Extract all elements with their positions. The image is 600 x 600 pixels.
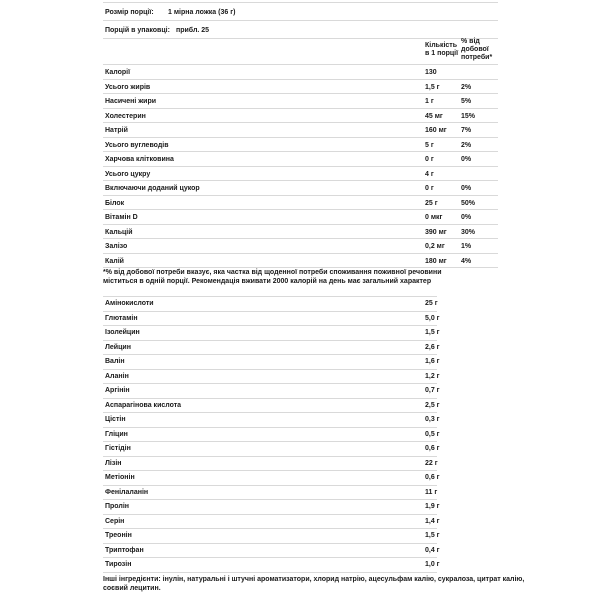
amino-acid-amount: 0,3 г (425, 416, 440, 423)
nutrient-amount: 1,5 г (425, 83, 440, 91)
divider (103, 485, 437, 486)
divider (103, 238, 498, 239)
amino-acid-amount: 1,2 г (425, 372, 440, 380)
amino-acid-amount: 2,6 г (425, 343, 440, 351)
divider (103, 296, 437, 297)
amino-acid-name: Аспарагінова кислота (105, 401, 182, 409)
servings-per-pack-value: прибл. 25 (176, 27, 210, 34)
divider (103, 64, 498, 65)
amino-acid-amount: 2,5 г (425, 401, 440, 409)
divider (103, 470, 437, 471)
amino-acid-amount: 1,9 г (425, 503, 440, 510)
amino-acid-name: Метіонін (105, 474, 135, 481)
col-amount-header-1: Кількість (425, 42, 458, 49)
amino-acid-name: Триптофан (105, 546, 144, 554)
nutrient-name: Залізо (105, 243, 128, 250)
nutrient-amount: 4 г (425, 170, 434, 178)
nutrient-amount: 5 г (425, 141, 434, 149)
amino-acid-name: Лізін (105, 459, 122, 467)
footnote-line-2: міститься в одній порції. Рекомендація вживати 2000 калорій на день має загальний характер (103, 278, 432, 285)
amino-acid-name: Треонін (105, 532, 132, 539)
amino-acid-amount: 1,5 г (425, 329, 440, 336)
nutrient-amount: 0 г (425, 185, 434, 192)
amino-acid-name: Гліцин (105, 430, 128, 438)
divider (103, 79, 498, 80)
nutrient-amount: 45 мг (425, 112, 443, 120)
divider (103, 93, 498, 94)
divider (103, 209, 498, 210)
amino-acid-amount: 1,5 г (425, 532, 440, 539)
amino-acid-name: Аргінін (105, 387, 130, 394)
amino-acid-amount: 25 г (425, 300, 438, 307)
divider (103, 20, 498, 21)
divider (103, 151, 498, 152)
nutrient-name: Насичені жири (105, 98, 157, 105)
col-dv-header-3: потреби* (461, 54, 493, 61)
amino-acid-amount: 22 г (425, 459, 438, 467)
nutrient-amount: 130 (425, 69, 437, 76)
amino-acid-name: Ізолейцин (105, 329, 140, 336)
other-ingredients-line-1: Інші інгредієнти: інулін, натуральні і штучні ароматизатори, хлорид натрію, ацесульфам калію, сукралоза, цитрат калію, (103, 576, 525, 583)
nutrient-name: Білок (105, 199, 125, 207)
amino-acid-name: Лейцин (105, 343, 131, 351)
nutrient-amount: 180 мг (425, 257, 447, 265)
nutrient-daily-value: 30% (461, 228, 476, 236)
divider (103, 2, 498, 3)
nutrient-name: Усього жирів (105, 83, 151, 91)
divider (103, 224, 498, 225)
serving-size-label: Розмір порції: (105, 9, 154, 16)
divider (103, 108, 498, 109)
divider (103, 267, 498, 268)
divider (103, 253, 498, 254)
divider (103, 441, 437, 442)
divider (103, 122, 498, 123)
nutrient-daily-value: 2% (461, 83, 472, 91)
divider (103, 572, 437, 573)
divider (103, 499, 437, 500)
nutrient-daily-value: 7% (461, 127, 472, 134)
nutrient-amount: 25 г (425, 199, 438, 207)
divider (103, 340, 437, 341)
amino-acid-amount: 0,4 г (425, 546, 440, 554)
divider (103, 456, 437, 457)
nutrient-name: Холестерин (105, 112, 146, 120)
nutrient-amount: 0,2 мг (425, 243, 445, 250)
divider (103, 311, 437, 312)
col-dv-header-2: добової (461, 46, 489, 53)
nutrient-name: Усього вуглеводів (105, 141, 169, 149)
amino-acid-name: Фенілаланін (105, 488, 149, 496)
divider (103, 557, 437, 558)
divider (103, 514, 437, 515)
nutrient-daily-value: 0% (461, 185, 472, 192)
amino-acid-amount: 1,4 г (425, 517, 440, 525)
nutrient-amount: 390 мг (425, 228, 447, 236)
amino-acid-amount: 0,5 г (425, 430, 440, 438)
divider (103, 427, 437, 428)
nutrient-amount: 1 г (425, 98, 434, 105)
divider (103, 38, 498, 39)
nutrient-daily-value: 15% (461, 112, 476, 120)
amino-acid-name: Тирозін (105, 561, 132, 568)
col-amount-header-2: в 1 порції (425, 50, 459, 57)
nutrient-name: Калорії (105, 69, 131, 76)
divider (103, 166, 498, 167)
divider (103, 354, 437, 355)
divider (103, 369, 437, 370)
divider (103, 412, 437, 413)
nutrient-name: Вітамін D (105, 214, 138, 221)
amino-acid-amount: 1,6 г (425, 358, 440, 365)
amino-acid-name: Глютамін (105, 314, 138, 322)
amino-acid-name: Пролін (105, 503, 130, 510)
nutrient-daily-value: 5% (461, 98, 472, 105)
amino-acid-name: Серін (105, 517, 125, 525)
servings-per-pack-label: Порцій в упаковці: (105, 27, 170, 34)
nutrient-name: Усього цукру (105, 170, 151, 178)
amino-acid-amount: 0,7 г (425, 387, 440, 394)
nutrient-daily-value: 2% (461, 141, 472, 149)
nutrient-daily-value: 0% (461, 156, 472, 163)
nutrient-daily-value: 1% (461, 243, 472, 250)
amino-acid-amount: 1,0 г (425, 561, 440, 568)
amino-acid-name: Гістідін (105, 445, 131, 452)
divider (103, 398, 437, 399)
divider (103, 528, 437, 529)
col-dv-header-1: % від (461, 38, 480, 45)
nutrient-name: Включаючи доданий цукор (105, 185, 200, 192)
divider (103, 543, 437, 544)
divider (103, 180, 498, 181)
nutrient-name: Калій (105, 257, 124, 265)
divider (103, 325, 437, 326)
serving-size-value: 1 мірна ложка (36 г) (168, 9, 236, 16)
amino-acid-amount: 0,6 г (425, 445, 440, 452)
divider (103, 383, 437, 384)
divider (103, 137, 498, 138)
nutrient-amount: 0 мкг (425, 214, 443, 221)
amino-acid-name: Аланін (105, 372, 129, 380)
nutrient-amount: 0 г (425, 156, 434, 163)
amino-acid-amount: 5,0 г (425, 314, 440, 322)
footnote-line-1: *% від добової потреби вказує, яка частка від щоденної потреби споживання поживної речовини (103, 269, 442, 276)
amino-acid-name: Амінокислоти (105, 300, 154, 307)
nutrient-amount: 160 мг (425, 127, 447, 134)
other-ingredients-line-2: соєвий лецитин. (103, 585, 161, 592)
divider (103, 195, 498, 196)
nutrient-daily-value: 0% (461, 214, 472, 221)
amino-acid-amount: 0,6 г (425, 474, 440, 481)
nutrient-name: Кальцій (105, 228, 133, 236)
nutrient-daily-value: 4% (461, 257, 472, 265)
nutrient-name: Натрій (105, 127, 128, 134)
nutrient-name: Харчова клітковина (105, 156, 174, 163)
nutrient-daily-value: 50% (461, 199, 476, 207)
amino-acid-name: Цістін (105, 416, 126, 423)
amino-acid-amount: 11 г (425, 488, 438, 496)
amino-acid-name: Валін (105, 358, 125, 365)
